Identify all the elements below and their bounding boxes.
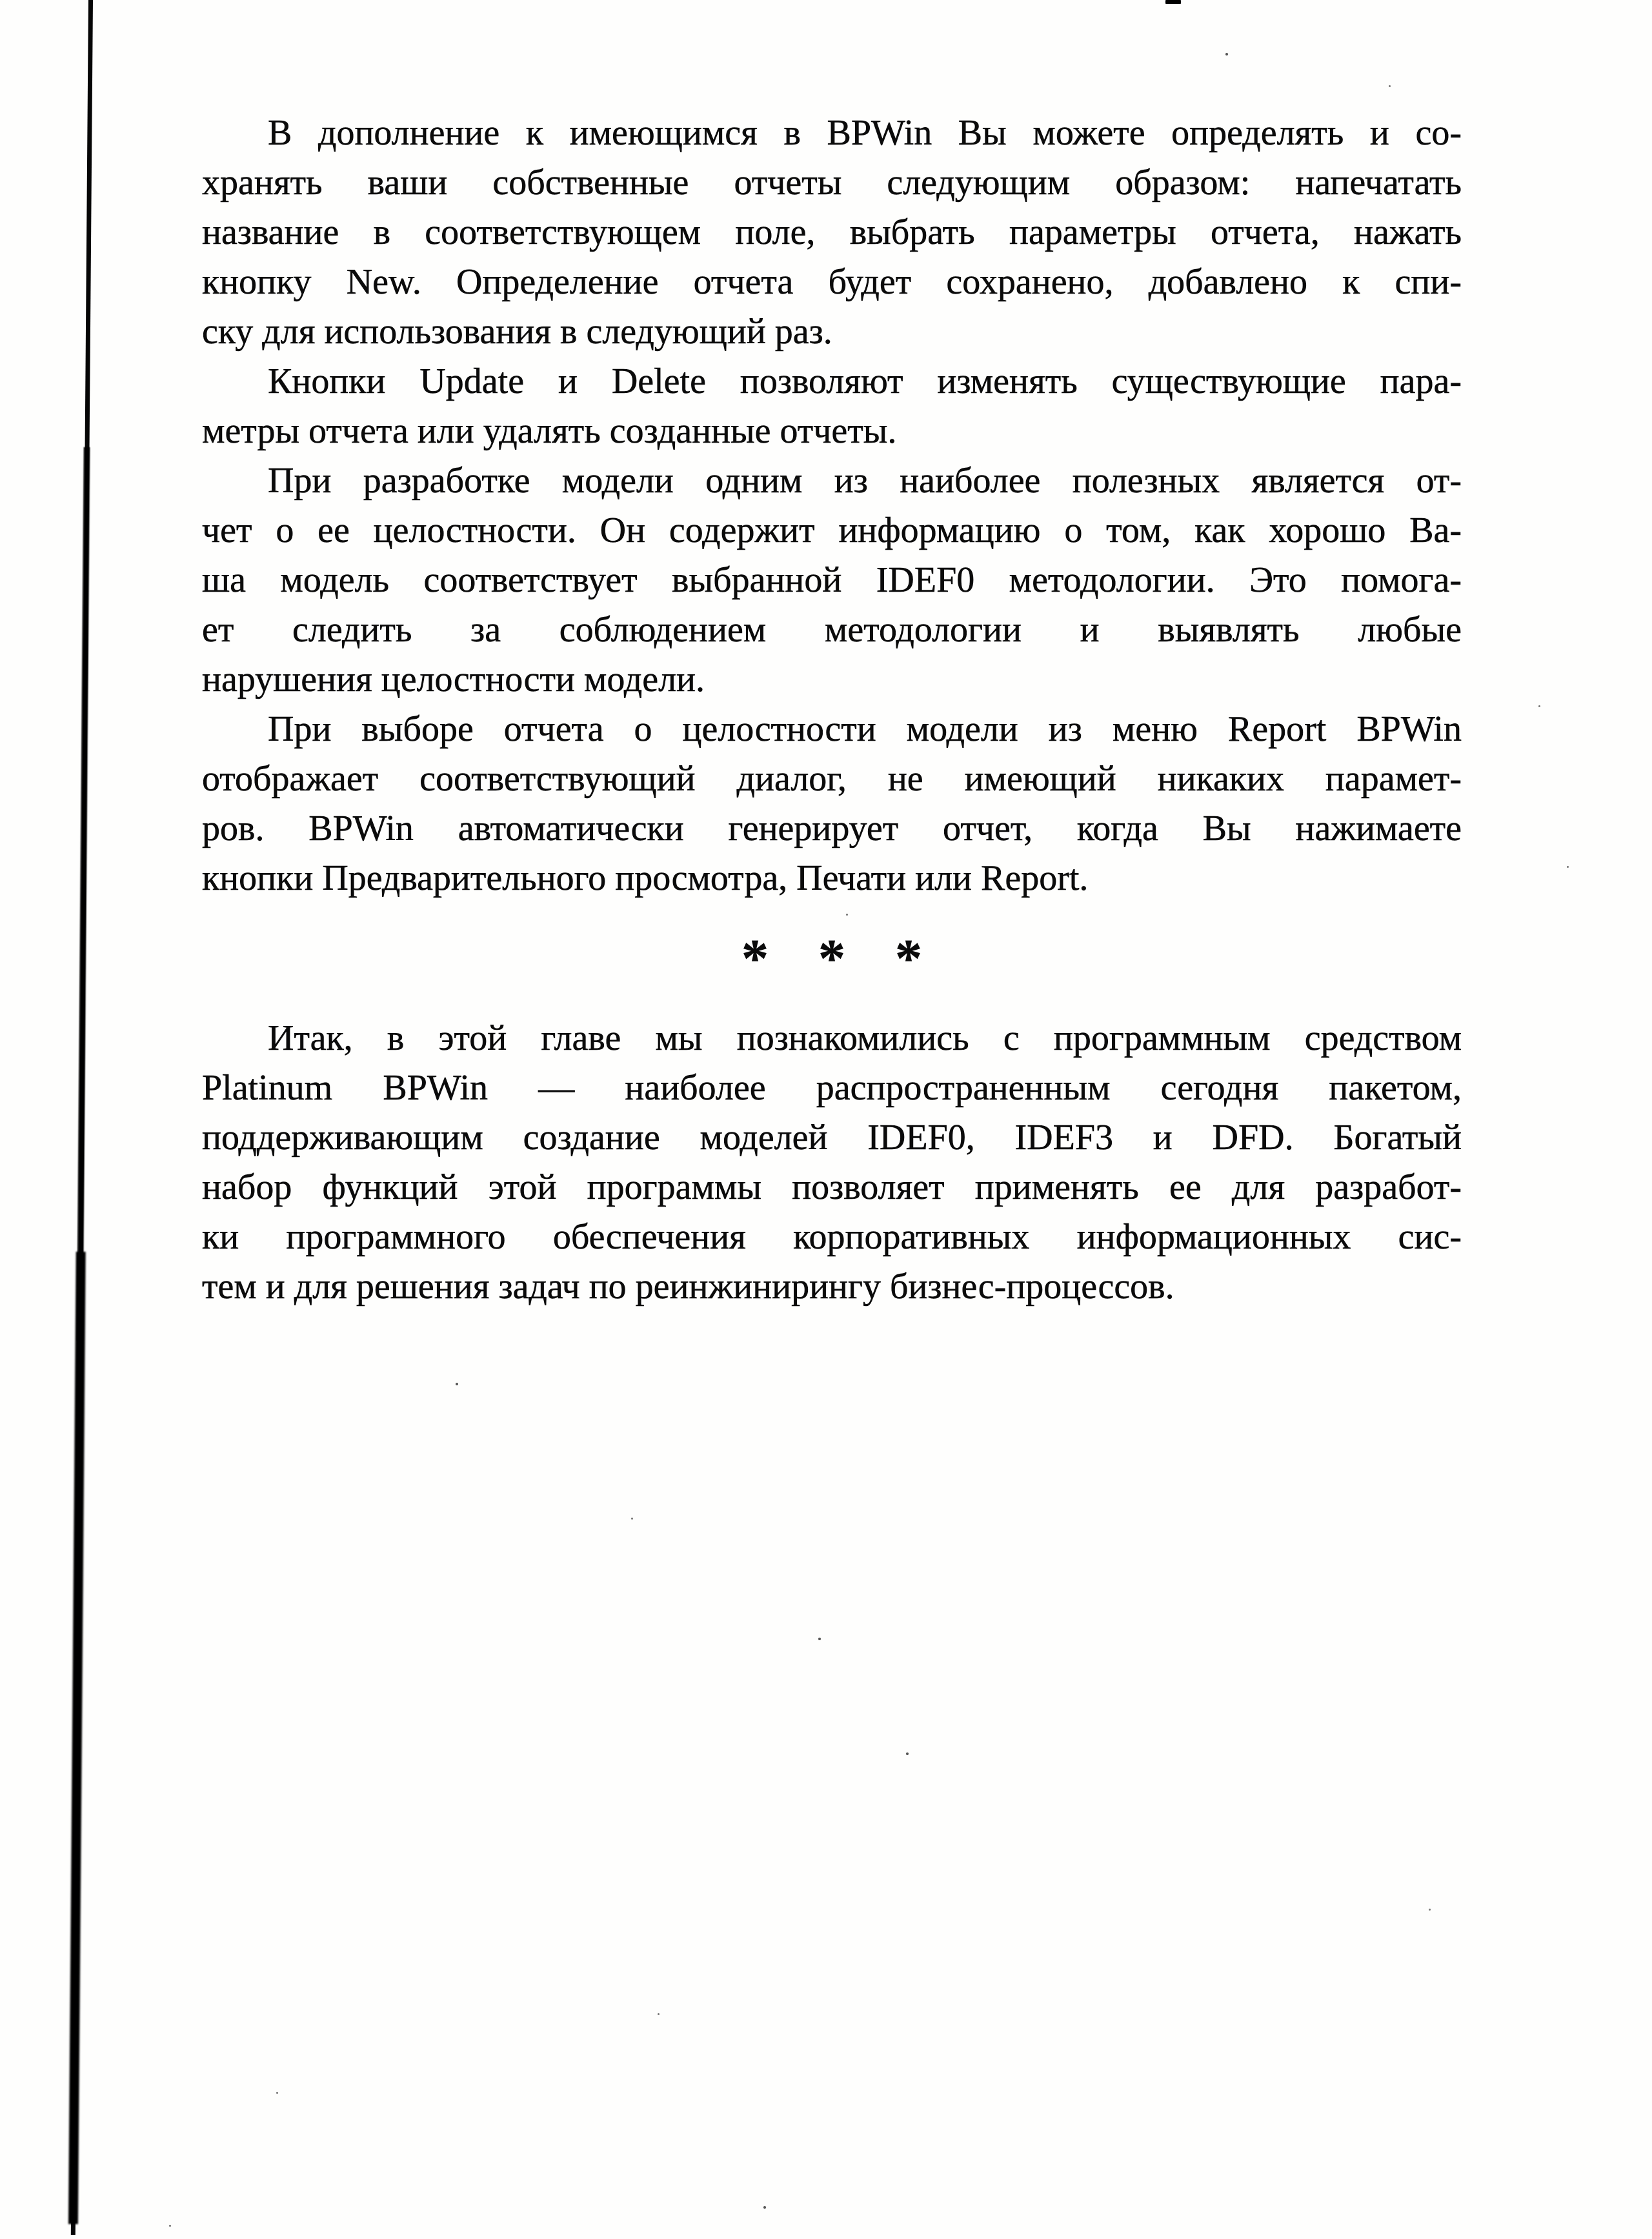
scan-speck: [1538, 705, 1540, 707]
text-line: хранять ваши собственные отчеты следующим образом: напечатать: [202, 163, 1462, 203]
text-line: нарушения целостности модели.: [202, 659, 705, 699]
text-line: Platinum BPWin — наиболее распространенным сегодня пакетом,: [202, 1068, 1462, 1108]
text-line: Итак, в этой главе мы познакомились с программным средством: [268, 1018, 1462, 1058]
text-line: ску для использования в следующий раз.: [202, 312, 832, 352]
paragraph: [202, 108, 1462, 357]
scan-speck: [1429, 1909, 1431, 1911]
text-line: ет следить за соблюдением методологии и выявлять любые: [202, 610, 1462, 650]
paragraph: [202, 705, 1462, 903]
scan-speck: [818, 1638, 821, 1640]
scan-speck: [658, 2013, 660, 2015]
text-line: метры отчета или удалять созданные отчеты.: [202, 411, 897, 451]
text-line: ки программного обеспечения корпоративных информационных сис-: [202, 1217, 1462, 1257]
text-line: название в соответствующем поле, выбрать параметры отчета, нажать: [202, 212, 1462, 252]
scan-speck: [169, 2225, 171, 2227]
text-line: ров. BPWin автоматически генерирует отчет, когда Вы нажимаете: [202, 808, 1462, 848]
text-line: кнопку New. Определение отчета будет сохранено, добавлено к спи-: [202, 262, 1462, 302]
scan-artifact-dash: [1165, 0, 1181, 4]
scan-speck: [1225, 53, 1228, 55]
text-line: ша модель соответствует выбранной IDEF0 методологии. Это помога-: [202, 560, 1462, 600]
scan-speck: [1389, 85, 1391, 87]
text-line: Кнопки Update и Delete позволяют изменять существующие пара-: [268, 361, 1462, 401]
text-line: тем и для решения задач по реинжинирингу бизнес-процессов.: [202, 1267, 1174, 1307]
text-line: поддерживающим создание моделей IDEF0, IDEF3 и DFD. Богатый: [202, 1118, 1462, 1158]
scan-speck: [276, 2092, 278, 2094]
text-line: набор функций этой программы позволяет применять ее для разработ-: [202, 1167, 1462, 1207]
scan-speck: [456, 1383, 458, 1385]
section-separator: * * *: [741, 929, 940, 989]
scan-binding-edge-line: [71, 0, 93, 2235]
paragraph: [202, 456, 1462, 705]
scan-speck: [763, 2206, 766, 2209]
text-line: чет о ее целостности. Он содержит информацию о том, как хорошо Ва-: [202, 510, 1462, 550]
scan-speck: [906, 1752, 909, 1755]
text-line: кнопки Предварительного просмотра, Печати или Report.: [202, 858, 1089, 898]
text-line: отображает соответствующий диалог, не имеющий никаких парамет-: [202, 759, 1462, 799]
paragraph: [202, 357, 1462, 456]
text-line: При выборе отчета о целостности модели из меню Report BPWin: [268, 709, 1462, 749]
scan-speck: [631, 1518, 633, 1520]
text-line: При разработке модели одним из наиболее полезных является от-: [268, 461, 1462, 501]
paragraph: [202, 1014, 1462, 1312]
text-column: [202, 108, 1462, 1312]
scan-speck: [1567, 866, 1569, 868]
text-line: В дополнение к имеющимся в BPWin Вы можете определять и со-: [268, 113, 1462, 153]
